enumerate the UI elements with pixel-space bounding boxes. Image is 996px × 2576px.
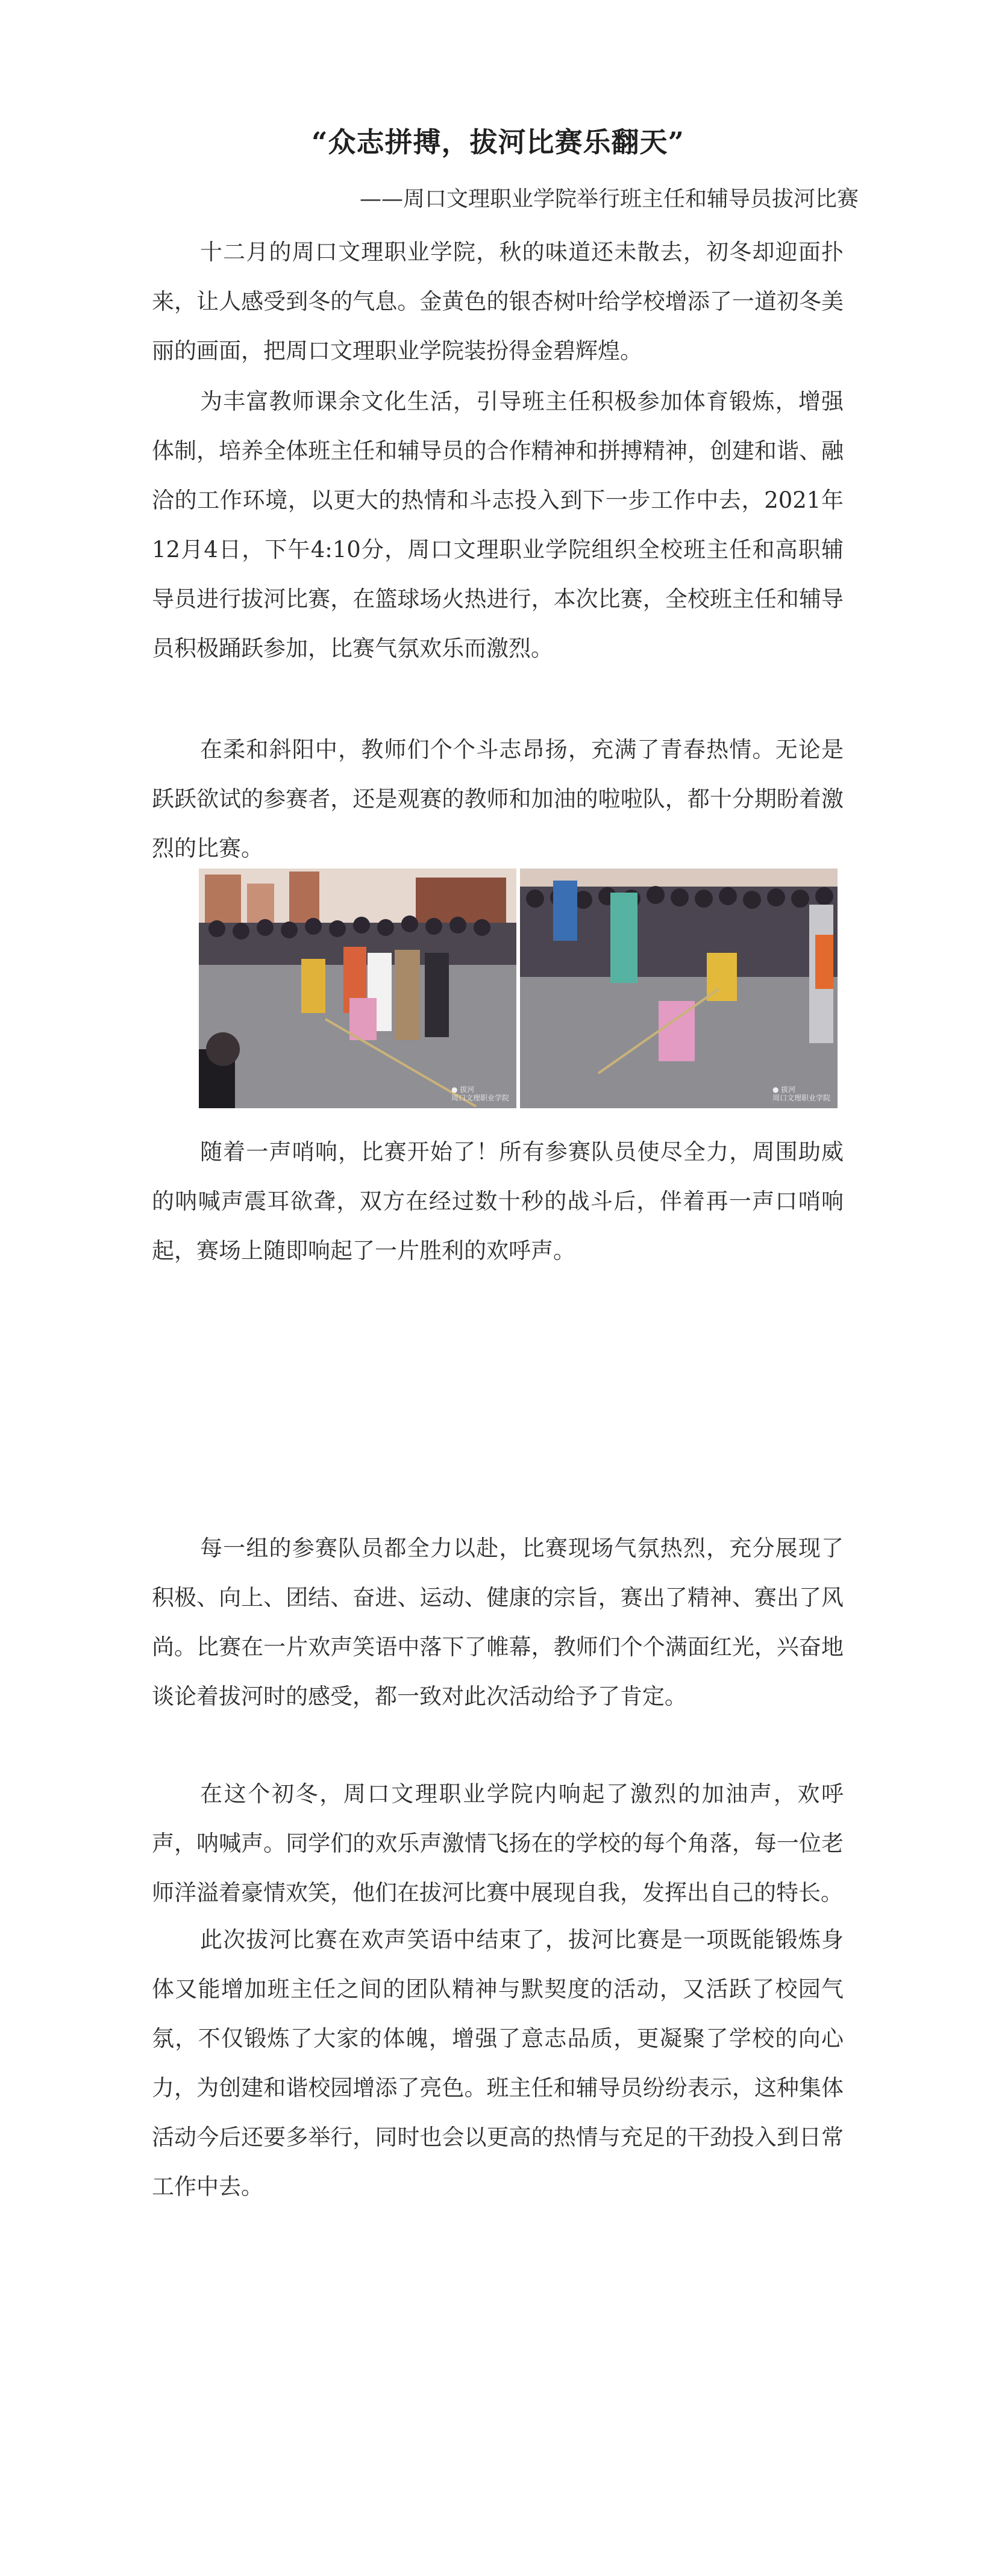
watermark-line: ● 拔河: [772, 1085, 796, 1094]
tug-of-war-photo-right-image: [520, 869, 838, 1108]
document-title: “众志拼搏，拔河比赛乐翻天”: [312, 126, 684, 158]
paragraph: 为丰富教师课余文化生活，引导班主任积极参加体育锻炼，增强体制，培养全体班主任和辅导员的合作精神和拼搏精神，创建和谐、融洽的工作环境，以更大的热情和斗志投入到下一步工作中去，2021年12月4日，下午4:10分，周口文理职业学院组织全校班主任和高职辅导员进行拔河比赛，在篮球场火热进行，本次比赛，全校班主任和辅导员积极踊跃参加，比赛气氛欢乐而激烈。: [152, 388, 844, 661]
watermark-line: 周口文理职业学院: [451, 1094, 509, 1102]
tug-of-war-photo-left-image: [199, 869, 516, 1108]
paragraph: 每一组的参赛队员都全力以赴，比赛现场气氛热烈，充分展现了积极、向上、团结、奋进、运动、健康的宗旨，赛出了精神、赛出了风尚。比赛在一片欢声笑语中落下了帷幕，教师们个个满面红光，兴奋地谈论着拔河时的感受，都一致对此次活动给予了肯定。: [152, 1535, 844, 1709]
paragraph: 此次拔河比赛在欢声笑语中结束了，拔河比赛是一项既能锻炼身体又能增加班主任之间的团队精神与默契度的活动，又活跃了校园气氛，不仅锻炼了大家的体魄，增强了意志品质，更凝聚了学校的向心力，为创建和谐校园增添了亮色。班主任和辅导员纷纷表示，这种集体活动今后还要多举行，同时也会以更高的热情与充足的干劲投入到日常工作中去。: [152, 1927, 844, 2200]
paragraph: 十二月的周口文理职业学院，秋的味道还未散去，初冬却迎面扑来，让人感受到冬的气息。金黄色的银杏树叶给学校增添了一道初冬美丽的画面，把周口文理职业学院装扮得金碧辉煌。: [152, 239, 844, 364]
paragraph: 在柔和斜阳中，教师们个个斗志昂扬，充满了青春热情。无论是跃跃欲试的参赛者，还是观赛的教师和加油的啦啦队，都十分期盼着激烈的比赛。: [152, 737, 844, 861]
watermark-line: 周口文理职业学院: [772, 1094, 830, 1102]
paragraph: 在这个初冬，周口文理职业学院内响起了激烈的加油声，欢呼声，呐喊声。同学们的欢乐声激情飞扬在的学校的每个角落，每一位老师洋溢着豪情欢笑，他们在拔河比赛中展现自我，发挥出自己的特长。: [152, 1781, 844, 1906]
document-subtitle: ——周口文理职业学院举行班主任和辅导员拔河比赛: [359, 187, 859, 211]
photo-watermark: [451, 1085, 509, 1102]
photo-watermark: [772, 1085, 830, 1102]
tug-of-war-photo-right: [520, 869, 838, 1108]
tug-of-war-photo-left: [199, 869, 516, 1108]
paragraph: 随着一声哨响，比赛开始了！所有参赛队员使尽全力，周围助威的呐喊声震耳欲聋，双方在经过数十秒的战斗后，伴着再一声口哨响起，赛场上随即响起了一片胜利的欢呼声。: [152, 1139, 844, 1264]
watermark-line: ● 拔河: [451, 1085, 475, 1094]
photo-row: [199, 869, 838, 1108]
